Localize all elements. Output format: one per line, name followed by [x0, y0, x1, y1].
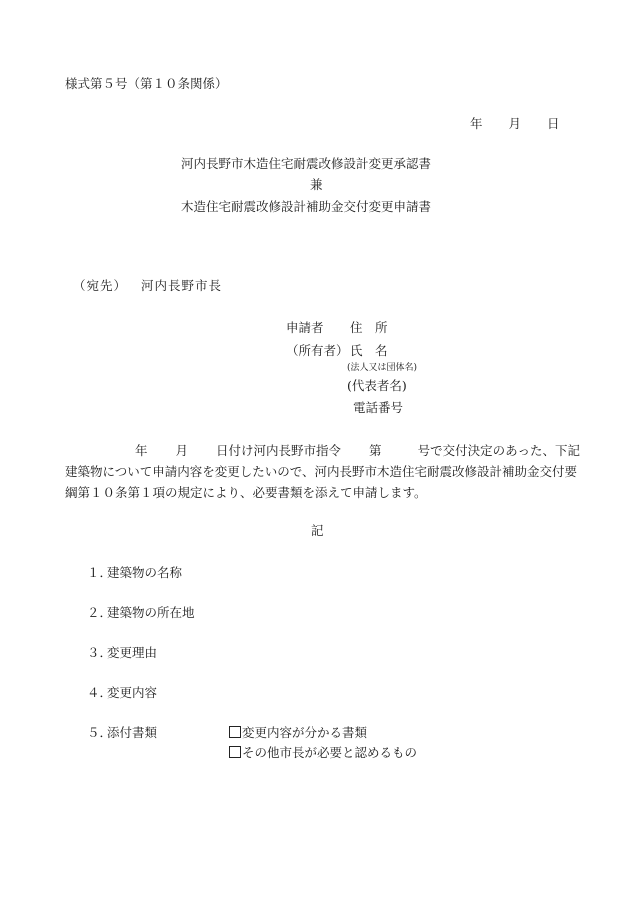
item-label: 添付書類 — [107, 725, 158, 740]
attachment-label: 変更内容が分かる書類 — [242, 725, 368, 740]
item-label: 変更理由 — [107, 645, 158, 660]
checkbox[interactable] — [229, 726, 241, 738]
phone-label: 電話番号 — [353, 400, 404, 415]
applicant-role: 申請者 — [286, 320, 324, 335]
document-title-line2: 木造住宅耐震改修設計補助金交付変更申請書 — [181, 199, 432, 214]
applicant-name-row — [286, 343, 388, 359]
document-title-line1: 河内長野市木造住宅耐震改修設計変更承認書 — [181, 156, 432, 171]
list-item — [87, 565, 182, 581]
addressee — [73, 278, 222, 294]
list-item — [87, 725, 157, 741]
attachment-option — [229, 745, 417, 761]
body-rest: 号で交付決定のあった、下記建築物について申請内容を変更したいので、河内長野市木造住宅耐震改修設計補助金交付要綱第１０条第１項の規定により、必要書類を添えて申請します。 — [65, 443, 580, 500]
item-number: ５． — [87, 725, 113, 740]
date-day-label: 日 — [547, 116, 560, 131]
body-dai: 第 — [369, 443, 382, 458]
ki-heading: 記 — [311, 523, 324, 538]
list-item — [87, 685, 157, 701]
item-number: ２． — [87, 605, 113, 620]
item-label: 建築物の名称 — [107, 565, 183, 580]
name-label: 氏 名 — [350, 343, 388, 358]
date-year-label: 年 — [470, 116, 483, 131]
document-title-join: 兼 — [310, 177, 323, 192]
item-label: 建築物の所在地 — [107, 605, 195, 620]
owner-role: （所有者） — [286, 343, 349, 358]
attachment-label: その他市長が必要と認めるもの — [242, 745, 418, 760]
form-number: 様式第５号（第１０条関係） — [65, 76, 228, 91]
date-month-label: 月 — [508, 116, 522, 131]
application-body — [65, 440, 580, 503]
item-number: １． — [87, 565, 113, 580]
item-label: 変更内容 — [107, 685, 158, 700]
date-line — [470, 116, 560, 132]
addressee-prefix: （宛先） — [73, 278, 128, 293]
body-year: 年 — [135, 443, 148, 458]
list-item — [87, 645, 157, 661]
representative-label: (代表者名) — [347, 378, 407, 393]
addressee-name: 河内長野市長 — [141, 278, 223, 293]
body-month: 月 — [175, 443, 189, 458]
corporation-note: (法人又は団体名) — [347, 363, 418, 373]
body-dated: 日付け河内長野市指令 — [216, 443, 342, 458]
item-number: ３． — [87, 645, 113, 660]
item-number: ４． — [87, 685, 113, 700]
list-item — [87, 605, 195, 621]
applicant-address-row — [286, 320, 388, 336]
attachment-option — [229, 725, 367, 741]
address-label: 住 所 — [350, 320, 388, 335]
checkbox[interactable] — [229, 746, 241, 758]
